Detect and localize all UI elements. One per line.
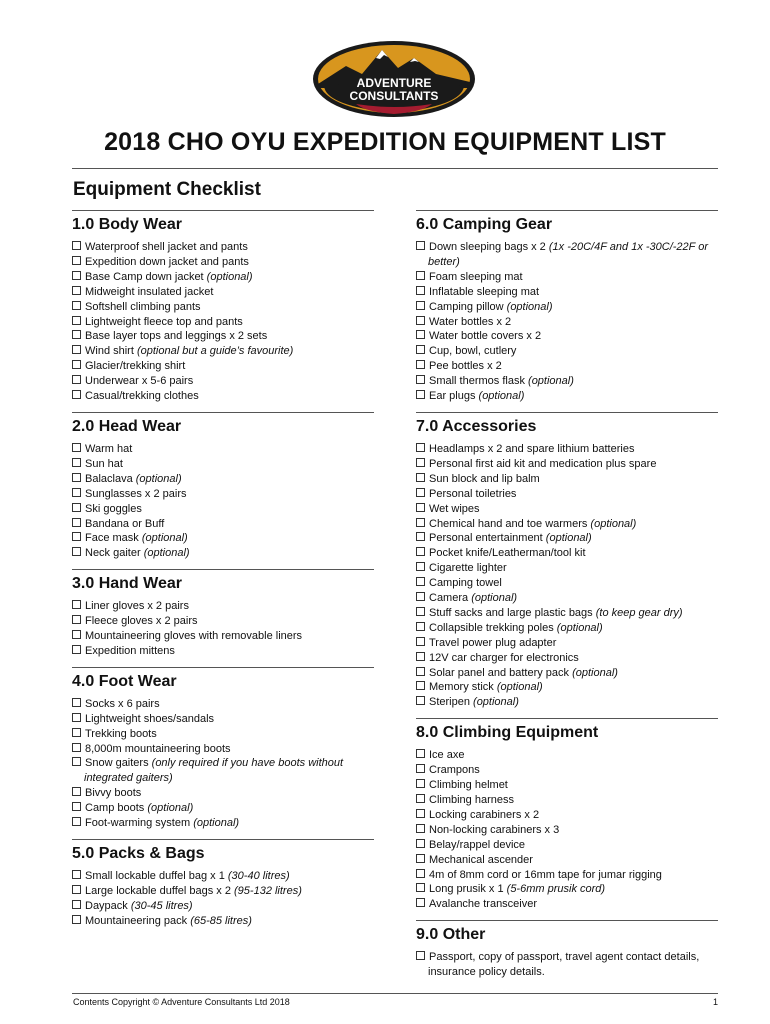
item-text: Midweight insulated jacket xyxy=(85,285,214,298)
checkbox-icon[interactable] xyxy=(72,885,81,894)
section-heading: 3.0 Hand Wear xyxy=(72,569,374,596)
item-text: Wind shirt xyxy=(85,345,137,358)
item-note: (5-6mm prusik cord) xyxy=(506,883,606,896)
checkbox-icon[interactable] xyxy=(72,286,81,295)
checkbox-icon[interactable] xyxy=(416,809,425,818)
checkbox-icon[interactable] xyxy=(72,271,81,280)
item-text: Base layer tops and leggings x 2 sets xyxy=(85,330,268,343)
checklist-heading: Equipment Checklist xyxy=(73,179,261,200)
checklist-item xyxy=(72,742,374,757)
checklist-item xyxy=(416,472,718,487)
item-note: (65-85 litres) xyxy=(190,914,252,927)
checklist-item xyxy=(72,329,374,344)
item-text: Sun hat xyxy=(85,457,123,470)
item-text: Mechanical ascender xyxy=(429,853,533,866)
checkbox-icon[interactable] xyxy=(72,870,81,879)
checkbox-icon[interactable] xyxy=(416,577,425,586)
item-note: (optional but a guide’s favourite) xyxy=(136,345,294,358)
checkbox-icon[interactable] xyxy=(72,443,81,452)
footer-copyright: Contents Copyright © Adventure Consultants Ltd 2018 xyxy=(73,997,290,1007)
title-divider xyxy=(72,168,718,169)
checkbox-icon[interactable] xyxy=(72,630,81,639)
checklist-item xyxy=(416,270,718,285)
checkbox-icon[interactable] xyxy=(416,652,425,661)
checklist-item xyxy=(72,801,374,816)
item-text: Camera xyxy=(429,592,472,605)
checkbox-icon[interactable] xyxy=(416,286,425,295)
item-text: Lightweight shoes/sandals xyxy=(85,712,215,725)
item-text: Lightweight fleece top and pants xyxy=(85,315,243,328)
item-text: Water bottles x 2 xyxy=(429,315,512,328)
checklist-item xyxy=(72,914,374,929)
checkbox-icon[interactable] xyxy=(416,607,425,616)
checklist-item xyxy=(416,374,718,389)
item-note: (optional) xyxy=(135,472,182,485)
item-note: (95-132 litres) xyxy=(234,884,302,897)
section-heading: 9.0 Other xyxy=(416,920,718,947)
item-note: (30-45 litres) xyxy=(130,899,193,912)
item-text: Memory stick xyxy=(429,681,497,694)
section-heading: 2.0 Head Wear xyxy=(72,412,374,439)
checklist-item xyxy=(72,629,374,644)
checklist xyxy=(72,599,374,659)
checklist xyxy=(72,697,374,831)
checklist-item xyxy=(416,897,718,912)
checkbox-icon[interactable] xyxy=(416,547,425,556)
section-7-0-accessories xyxy=(416,412,718,710)
item-text: Camping towel xyxy=(429,577,502,590)
checkbox-icon[interactable] xyxy=(416,390,425,399)
checklist xyxy=(416,240,718,404)
checklist-item xyxy=(72,389,374,404)
checklist-item xyxy=(416,793,718,808)
checklist-item xyxy=(72,255,374,270)
section-2-0-head-wear xyxy=(72,412,374,561)
item-text: Personal first aid kit and medication plus spare xyxy=(429,457,657,470)
checklist-item xyxy=(416,240,718,270)
checkbox-icon[interactable] xyxy=(72,360,81,369)
item-text: Wet wipes xyxy=(429,502,480,515)
item-note: (optional) xyxy=(590,517,637,530)
item-note: (optional) xyxy=(473,696,519,709)
checklist-item xyxy=(416,517,718,532)
checklist-item xyxy=(72,315,374,330)
checkbox-icon[interactable] xyxy=(416,458,425,467)
checkbox-icon[interactable] xyxy=(72,817,81,826)
checkbox-icon[interactable] xyxy=(72,547,81,556)
checkbox-icon[interactable] xyxy=(72,802,81,811)
checklist-item xyxy=(416,838,718,853)
item-text: Headlamps x 2 and spare lithium batteries xyxy=(429,442,635,455)
checklist-item xyxy=(72,712,374,727)
item-note: (optional) xyxy=(478,390,525,403)
checkbox-icon[interactable] xyxy=(72,728,81,737)
checkbox-icon[interactable] xyxy=(72,532,81,541)
checkbox-icon[interactable] xyxy=(72,503,81,512)
logo-text-line1: ADVENTURE xyxy=(356,76,432,90)
item-text: Inflatable sleeping mat xyxy=(429,285,540,298)
item-text: Underwear x 5-6 pairs xyxy=(85,375,194,388)
item-text: Mountaineering gloves with removable liners xyxy=(85,630,303,643)
checklist-item xyxy=(72,869,374,884)
item-text: Base Camp down jacket xyxy=(85,270,207,283)
item-note: (optional) xyxy=(206,270,253,283)
section-1-0-body-wear xyxy=(72,210,374,404)
checkbox-icon[interactable] xyxy=(72,473,81,482)
checkbox-icon[interactable] xyxy=(72,330,81,339)
item-text: Down sleeping bags x 2 xyxy=(429,241,549,253)
checklist xyxy=(416,748,718,912)
checkbox-icon[interactable] xyxy=(72,241,81,250)
item-note: (optional) xyxy=(143,547,190,560)
checkbox-icon[interactable] xyxy=(72,713,81,722)
item-note: (optional) xyxy=(506,300,553,313)
checklist-item xyxy=(72,614,374,629)
checkbox-icon[interactable] xyxy=(72,600,81,609)
checklist-item xyxy=(416,546,718,561)
section-3-0-hand-wear xyxy=(72,569,374,659)
item-text: Ear plugs xyxy=(429,390,479,403)
checklist-item xyxy=(416,606,718,621)
item-text: Cigarette lighter xyxy=(429,562,507,575)
checklist-item xyxy=(416,680,718,695)
left-column xyxy=(72,210,374,929)
checkbox-icon[interactable] xyxy=(72,390,81,399)
checkbox-icon[interactable] xyxy=(416,316,425,325)
checklist-item xyxy=(72,240,374,255)
checklist-item xyxy=(416,531,718,546)
item-text: Snow gaiters xyxy=(85,757,152,770)
checklist-item xyxy=(72,502,374,517)
checklist-item xyxy=(416,359,718,374)
section-9-0-other xyxy=(416,920,718,980)
checkbox-icon[interactable] xyxy=(416,794,425,803)
checkbox-icon[interactable] xyxy=(416,443,425,452)
checkbox-icon[interactable] xyxy=(416,681,425,690)
checkbox-icon[interactable] xyxy=(416,330,425,339)
item-text: Sun block and lip balm xyxy=(429,472,540,485)
document-title: 2018 CHO OYU EXPEDITION EQUIPMENT LIST xyxy=(104,128,666,156)
checkbox-icon[interactable] xyxy=(416,951,425,960)
checkbox-icon[interactable] xyxy=(72,915,81,924)
item-text: Personal toiletries xyxy=(429,487,517,500)
checkbox-icon[interactable] xyxy=(72,256,81,265)
item-note: (optional) xyxy=(496,681,543,694)
checklist-item xyxy=(416,808,718,823)
checklist-item xyxy=(72,697,374,712)
checklist-item xyxy=(72,457,374,472)
checkbox-icon[interactable] xyxy=(72,301,81,310)
checklist-item xyxy=(72,816,374,831)
checklist-item xyxy=(416,636,718,651)
checklist-item xyxy=(416,591,718,606)
item-text: Climbing helmet xyxy=(429,779,508,792)
item-text: Face mask xyxy=(85,532,142,545)
checklist-item xyxy=(72,285,374,300)
checkbox-icon[interactable] xyxy=(416,898,425,907)
logo-text-line2: CONSULTANTS xyxy=(349,89,439,103)
item-text: Chemical hand and toe warmers xyxy=(429,517,591,530)
checkbox-icon[interactable] xyxy=(416,360,425,369)
checklist-item xyxy=(72,344,374,359)
item-note: (optional) xyxy=(572,666,618,679)
section-5-0-packs-bags xyxy=(72,839,374,929)
checkbox-icon[interactable] xyxy=(72,615,81,624)
item-note: (30-40 litres) xyxy=(227,870,290,882)
checklist-item xyxy=(72,599,374,614)
checkbox-icon[interactable] xyxy=(416,667,425,676)
checkbox-icon[interactable] xyxy=(72,900,81,909)
checklist-item xyxy=(72,884,374,899)
checklist-item xyxy=(416,868,718,883)
checkbox-icon[interactable] xyxy=(72,743,81,752)
item-text: 8,000m mountaineering boots xyxy=(85,742,231,755)
checklist-item xyxy=(72,644,374,659)
checkbox-icon[interactable] xyxy=(416,241,425,250)
checkbox-icon[interactable] xyxy=(416,562,425,571)
section-4-0-foot-wear xyxy=(72,667,374,831)
checklist-item xyxy=(416,457,718,472)
item-text: Foam sleeping mat xyxy=(429,270,523,283)
checklist-item xyxy=(416,300,718,315)
checkbox-icon[interactable] xyxy=(72,757,81,766)
item-text: Climbing harness xyxy=(429,794,514,806)
item-text: Trekking boots xyxy=(85,727,157,740)
item-text: Casual/trekking clothes xyxy=(85,390,199,403)
item-note: (optional) xyxy=(193,817,240,830)
checklist-item xyxy=(72,786,374,801)
checklist-item xyxy=(72,472,374,487)
item-text: Ice axe xyxy=(429,749,465,762)
checklist-item xyxy=(416,621,718,636)
checklist-item xyxy=(416,502,718,517)
item-text: Expedition down jacket and pants xyxy=(85,255,249,268)
checkbox-icon[interactable] xyxy=(416,375,425,384)
item-text: Steripen xyxy=(429,696,474,709)
item-text: Liner gloves x 2 pairs xyxy=(85,600,189,613)
item-note: (optional) xyxy=(471,592,518,605)
item-text: Warm hat xyxy=(85,442,133,455)
item-text: Pocket knife/Leatherman/tool kit xyxy=(429,547,586,560)
item-text: 4m of 8mm cord or 16mm tape for jumar rigging xyxy=(429,868,662,881)
checklist-item xyxy=(416,442,718,457)
checkbox-icon[interactable] xyxy=(416,779,425,788)
checkbox-icon[interactable] xyxy=(72,316,81,325)
item-text: Water bottle covers x 2 xyxy=(429,330,542,343)
checklist-item xyxy=(72,487,374,502)
item-text: Camping pillow xyxy=(429,300,507,313)
checkbox-icon[interactable] xyxy=(416,749,425,758)
item-text: Long prusik x 1 xyxy=(429,883,507,896)
footer-divider xyxy=(72,993,718,994)
checkbox-icon[interactable] xyxy=(416,824,425,833)
checkbox-icon[interactable] xyxy=(416,345,425,354)
checklist-item xyxy=(416,778,718,793)
item-note: (optional) xyxy=(556,621,603,634)
checklist-item xyxy=(72,517,374,532)
checklist-item xyxy=(416,285,718,300)
checklist-item xyxy=(416,561,718,576)
checklist xyxy=(72,869,374,929)
item-text: Travel power plug adapter xyxy=(429,636,557,649)
section-8-0-climbing-equipment xyxy=(416,718,718,912)
section-heading: 8.0 Climbing Equipment xyxy=(416,718,718,745)
item-text: 12V car charger for electronics xyxy=(429,651,579,664)
item-text: Glacier/trekking shirt xyxy=(85,360,186,373)
page-number: 1 xyxy=(712,997,718,1007)
checklist-item xyxy=(72,374,374,389)
item-text: Personal entertainment xyxy=(429,532,546,545)
checklist-item xyxy=(72,300,374,315)
item-note: (optional) xyxy=(545,532,592,545)
checkbox-icon[interactable] xyxy=(416,503,425,512)
item-text: Locking carabiners x 2 xyxy=(429,808,540,821)
checklist xyxy=(416,950,718,980)
checkbox-icon[interactable] xyxy=(416,473,425,482)
item-text: Belay/rappel device xyxy=(429,838,526,851)
checklist-item xyxy=(72,899,374,914)
item-text: Bivvy boots xyxy=(85,787,142,800)
checkbox-icon[interactable] xyxy=(416,764,425,773)
item-text: Foot-warming system xyxy=(85,817,194,830)
item-text: Cup, bowl, cutlery xyxy=(429,345,517,358)
checklist-item xyxy=(72,546,374,561)
checklist-item xyxy=(72,359,374,374)
checklist-item xyxy=(416,950,718,980)
item-note: (only required if you have boots without integrated gaiters) xyxy=(84,757,344,785)
item-text: Camp boots xyxy=(85,802,148,815)
checkbox-icon[interactable] xyxy=(416,696,425,705)
checkbox-icon[interactable] xyxy=(416,883,425,892)
checkbox-icon[interactable] xyxy=(416,592,425,601)
checklist xyxy=(72,442,374,561)
checklist-item xyxy=(72,756,374,786)
checkbox-icon[interactable] xyxy=(416,854,425,863)
item-text: Solar panel and battery pack xyxy=(429,666,573,679)
checkbox-icon[interactable] xyxy=(72,518,81,527)
checklist-item xyxy=(416,853,718,868)
item-text: Passport, copy of passport, travel agent contact details, insurance policy details. xyxy=(428,951,700,979)
checklist-item xyxy=(416,329,718,344)
adventure-consultants-logo xyxy=(312,40,476,118)
checklist-item xyxy=(416,487,718,502)
item-text: Crampons xyxy=(429,764,480,777)
item-note: (optional) xyxy=(147,802,194,815)
checklist-item xyxy=(72,727,374,742)
item-text: Avalanche transceiver xyxy=(429,898,538,911)
checklist-item xyxy=(416,763,718,778)
checklist-item xyxy=(72,442,374,457)
checklist-item xyxy=(416,651,718,666)
section-heading: 6.0 Camping Gear xyxy=(416,210,718,237)
checkbox-icon[interactable] xyxy=(72,698,81,707)
checkbox-icon[interactable] xyxy=(72,345,81,354)
checklist-item xyxy=(72,270,374,285)
checklist-item xyxy=(72,531,374,546)
checklist xyxy=(72,240,374,404)
item-note: (to keep gear dry) xyxy=(595,606,683,619)
checkbox-icon[interactable] xyxy=(72,488,81,497)
section-heading: 4.0 Foot Wear xyxy=(72,667,374,694)
checkbox-icon[interactable] xyxy=(416,839,425,848)
checklist-item xyxy=(416,576,718,591)
section-heading: 1.0 Body Wear xyxy=(72,210,374,237)
item-text: Small thermos flask xyxy=(429,375,529,388)
checkbox-icon[interactable] xyxy=(72,375,81,384)
item-note: (optional) xyxy=(528,375,574,388)
checklist-item xyxy=(416,344,718,359)
checkbox-icon[interactable] xyxy=(416,622,425,631)
item-text: Softshell climbing pants xyxy=(85,300,201,313)
item-text: Waterproof shell jacket and pants xyxy=(85,241,248,253)
item-text: Stuff sacks and large plastic bags xyxy=(429,606,596,619)
checkbox-icon[interactable] xyxy=(416,518,425,527)
checkbox-icon[interactable] xyxy=(72,458,81,467)
item-text: Bandana or Buff xyxy=(85,517,165,530)
item-note: (1x -20C/4F and 1x -30C/-22F or better) xyxy=(428,241,709,268)
checkbox-icon[interactable] xyxy=(416,488,425,497)
item-text: Large lockable duffel bags x 2 xyxy=(85,884,235,897)
item-text: Socks x 6 pairs xyxy=(85,697,160,710)
checklist-item xyxy=(416,315,718,330)
checkbox-icon[interactable] xyxy=(72,787,81,796)
section-6-0-camping-gear xyxy=(416,210,718,404)
item-text: Sunglasses x 2 pairs xyxy=(85,487,187,500)
item-text: Daypack xyxy=(85,899,131,912)
item-text: Small lockable duffel bag x 1 xyxy=(85,870,228,882)
item-text: Collapsible trekking poles xyxy=(429,621,557,634)
item-text: Neck gaiter xyxy=(85,547,144,560)
item-text: Mountaineering pack xyxy=(85,914,191,927)
checkbox-icon[interactable] xyxy=(416,637,425,646)
checklist-item xyxy=(416,748,718,763)
checkbox-icon[interactable] xyxy=(416,869,425,878)
item-text: Ski goggles xyxy=(85,502,142,515)
checklist xyxy=(416,442,718,710)
section-heading: 7.0 Accessories xyxy=(416,412,718,439)
item-text: Expedition mittens xyxy=(85,644,175,657)
checkbox-icon[interactable] xyxy=(416,271,425,280)
section-heading: 5.0 Packs & Bags xyxy=(72,839,374,866)
right-column xyxy=(416,210,718,980)
item-text: Non-locking carabiners x 3 xyxy=(429,823,560,836)
checklist-item xyxy=(416,823,718,838)
item-note: (optional) xyxy=(141,532,188,545)
checklist-item xyxy=(416,882,718,897)
checkbox-icon[interactable] xyxy=(416,532,425,541)
checklist-item xyxy=(416,666,718,681)
checklist-item xyxy=(416,389,718,404)
checkbox-icon[interactable] xyxy=(416,301,425,310)
checkbox-icon[interactable] xyxy=(72,645,81,654)
checklist-item xyxy=(416,695,718,710)
item-text: Balaclava xyxy=(85,472,136,485)
item-text: Fleece gloves x 2 pairs xyxy=(85,615,198,628)
item-text: Pee bottles x 2 xyxy=(429,360,502,373)
